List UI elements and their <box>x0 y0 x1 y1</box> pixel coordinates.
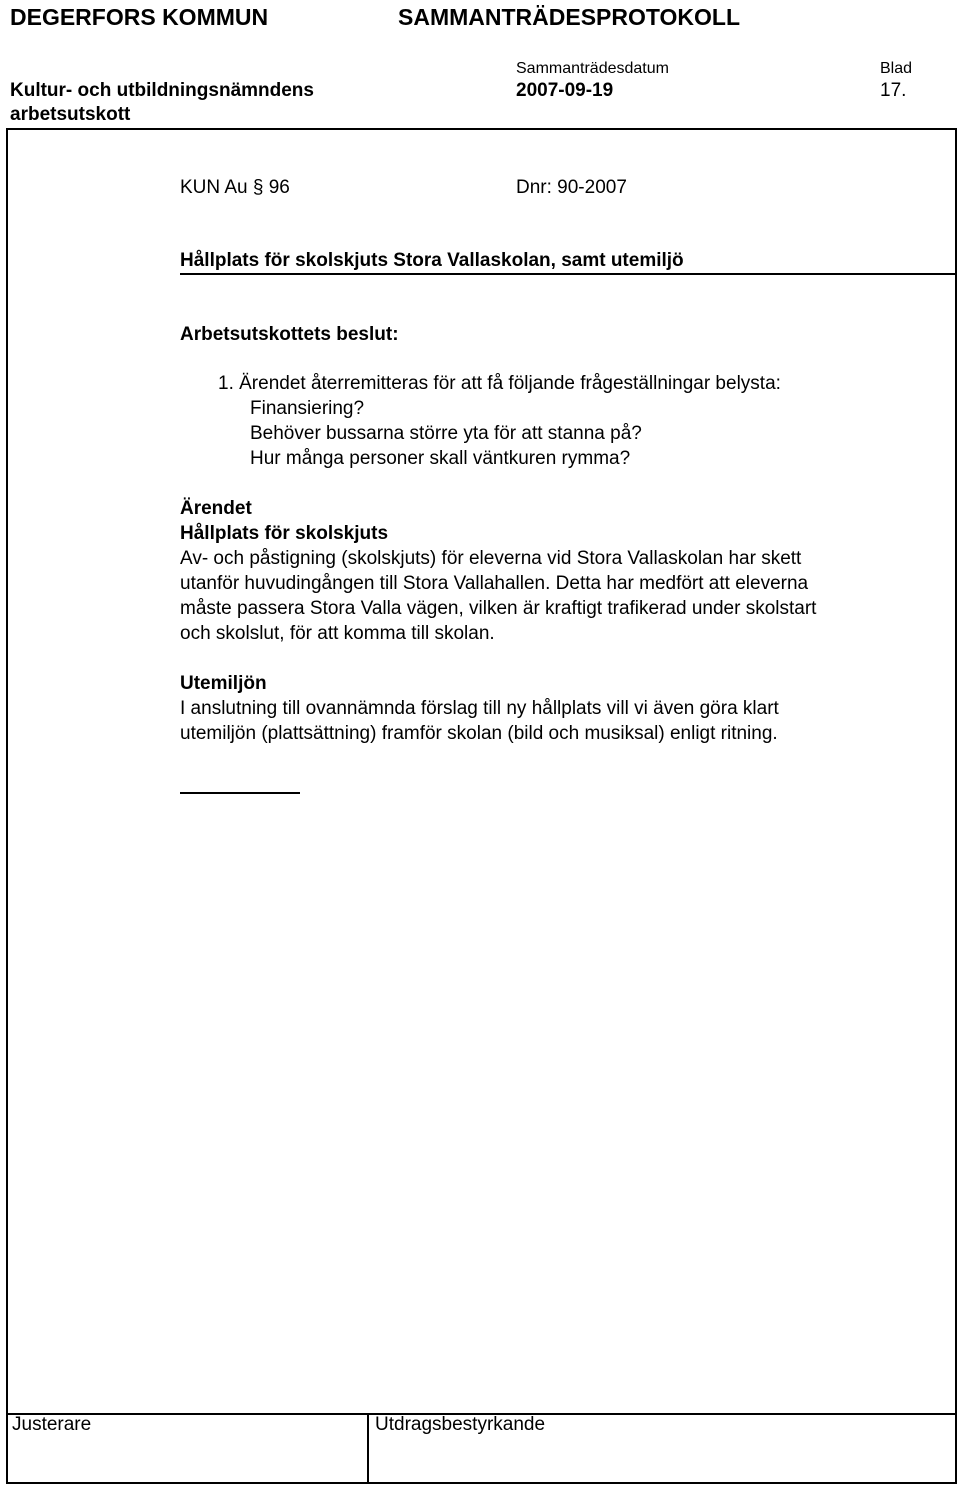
item-title: Hållplats för skolskjuts Stora Vallaskolan, samt utemiljö <box>180 250 684 271</box>
environment-heading: Utemiljön <box>180 673 267 694</box>
page-number: 17. <box>880 80 907 101</box>
end-rule <box>180 792 300 794</box>
item-number: KUN Au § 96 <box>180 177 290 198</box>
footer-divider <box>367 1413 369 1483</box>
justerare-label: Justerare <box>12 1414 92 1435</box>
body-line: utanför huvudingången till Stora Vallahallen. Detta har medfört att eleverna <box>180 573 809 594</box>
decision-item-1: 1. Ärendet återremitteras för att få följande frågeställningar belysta: <box>218 373 781 394</box>
title-rule <box>180 273 956 275</box>
document-type: SAMMANTRÄDESPROTOKOLL <box>398 4 741 30</box>
page-label: Blad <box>880 60 913 77</box>
committee-name-cont: arbetsutskott <box>10 104 131 125</box>
decision-question: Behöver bussarna större yta för att stanna på? <box>250 423 642 444</box>
case-heading: Ärendet <box>180 498 252 519</box>
case-subheading: Hållplats för skolskjuts <box>180 523 389 544</box>
committee-name: Kultur- och utbildningsnämndens <box>10 80 314 101</box>
body-line: I anslutning till ovannämnda förslag till ny hållplats vill vi även göra klart <box>180 698 779 719</box>
utdragsbestyrkande-label: Utdragsbestyrkande <box>375 1414 546 1435</box>
decision-question: Finansiering? <box>250 398 365 419</box>
body-line: och skolslut, för att komma till skolan. <box>180 623 495 644</box>
body-line: måste passera Stora Valla vägen, vilken är kraftigt trafikerad under skolstart <box>180 598 817 619</box>
body-line: utemiljön (plattsättning) framför skolan (bild och musiksal) enligt ritning. <box>180 723 778 744</box>
body-line: Av- och påstigning (skolskjuts) för eleverna vid Stora Vallaskolan har skett <box>180 548 802 569</box>
decision-heading: Arbetsutskottets beslut: <box>180 324 399 345</box>
municipality-name: DEGERFORS KOMMUN <box>10 4 269 30</box>
page-frame <box>6 128 957 1484</box>
date-label: Sammanträdesdatum <box>516 60 669 77</box>
meeting-date: 2007-09-19 <box>516 80 614 101</box>
diary-number: Dnr: 90-2007 <box>516 177 627 198</box>
decision-question: Hur många personer skall väntkuren rymma? <box>250 448 631 469</box>
